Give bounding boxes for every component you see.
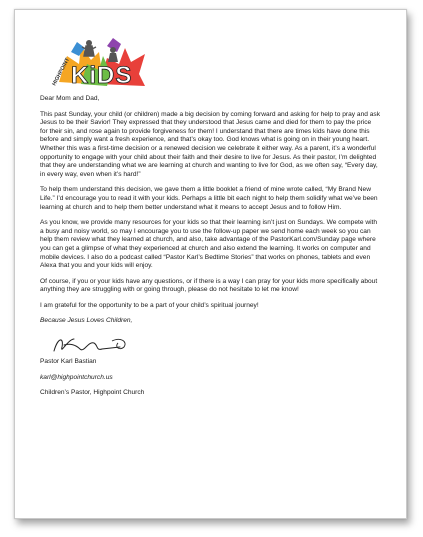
paragraph: As you know, we provide many resources for your kids so that their learning isn’t just on Sundays. We compete with a busy and noisy world, so may I encourage you to use the follow-up paper we send home each week so you can help them review what they learned at church, and also, take advantage of the PastorKarl.com/Sunday page where you can get a glimpse of what they experienced at church and also extend the learning. It works on computer and mobile devices. I also do a podcast called “Pastor Karl’s Bedtime Stories” that works on phones, tablets and even Alexa that you and your kids will enjoy. [40,219,378,270]
logo-kid-head-2 [110,47,116,53]
greeting: Dear Mom and Dad, [40,95,100,102]
signature-name: Pastor Karl Bastian [40,358,97,366]
paragraph: Of course, if you or your kids have any questions, or if there is a way I can pray for your kids more specifically about anything they are struggling with or going through, please do not hesitate to let me know! [40,277,378,294]
paragraph: To help them understand this decision, we gave them a little booklet a friend of mine wrote called, “My Brand New Life.” I’d encourage you to read it with your kids. Perhaps a little bit each night to help them solidify what we’ve been learning at church and to help them better understand what it means to accept Jesus and to follow Him. [40,186,378,211]
highpoint-kids-logo [41,34,151,88]
email-address: karl@highpointchurch.us [40,373,113,381]
letter-body [40,95,380,405]
signature-title: Children’s Pastor, Highpoint Church [40,389,145,397]
logo-kid-body-2 [108,53,118,62]
logo-small-text: HIGHPOINT [51,57,72,87]
logo-kid-head-1 [86,40,92,46]
letter-page [14,9,407,519]
closing: Because Jesus Loves Children, [40,317,133,325]
logo-wordmark: KiDS [71,62,133,88]
handwritten-signature [50,333,132,357]
paragraph: I am grateful for the opportunity to be a part of your child’s spiritual journey! [40,301,259,309]
paragraph: This past Sunday, your child (or children) made a big decision by coming forward and asking for help to pray and ask Jesus to be their Savior! They expressed that they understood that Jesus came and died for them to pay the price for their sin, and rose again to provide forgiveness for them! I understand that there are times kids have done this before and simply want a fresh experience, and that’s okay too. God knows what is going on in their young heart. Whether this was a first-time decision or a renewed decision we celebrate it either way. As a parent, it’s a wonderful opportunity to engage with your child about their faith and their desire to live for Jesus. As their pastor, I’m delighted that they are understanding what we are learning at church and wanting to live for God, as we often say, “Every day, in every way, even when it’s hard!” [40,110,380,178]
